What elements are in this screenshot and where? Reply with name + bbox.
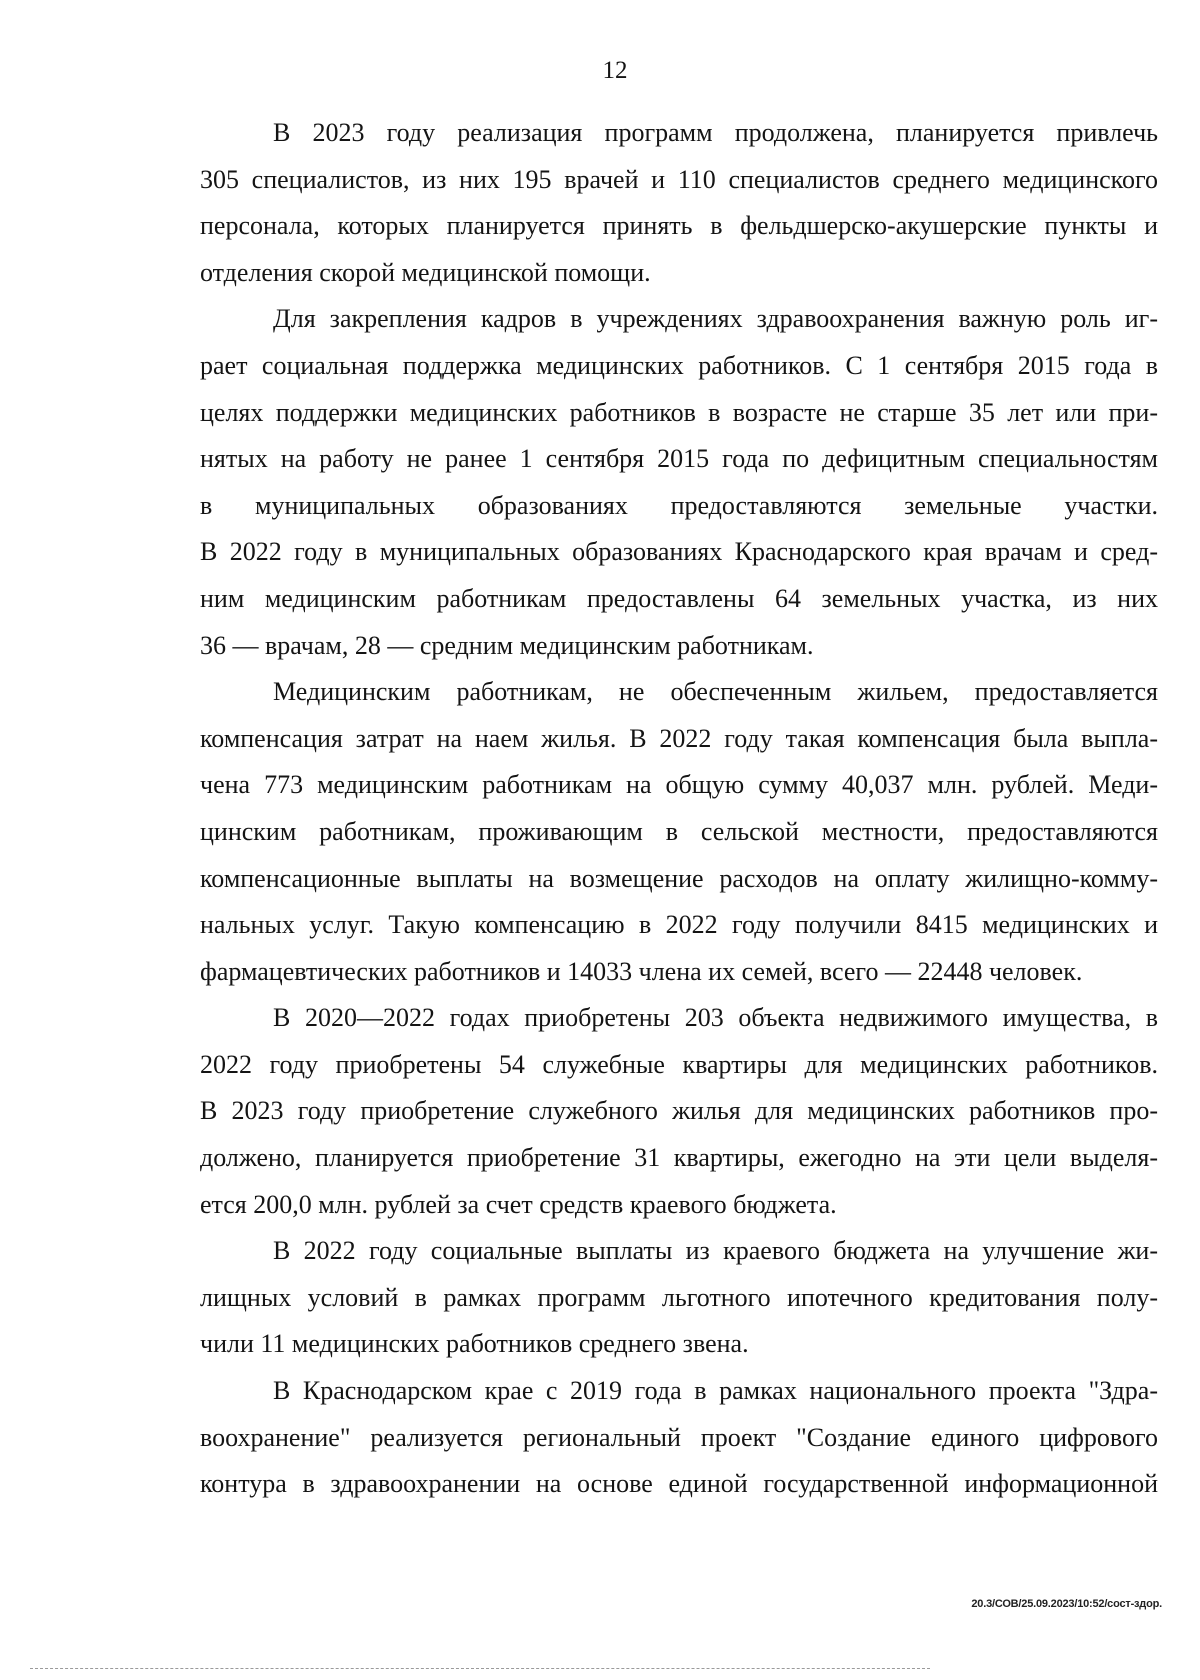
paragraph-line: ним медицинским работникам предоставлены 64 земельных участка, из них (200, 583, 1158, 613)
paragraph-line: 36 — врачам, 28 — средним медицинским работникам. (200, 630, 814, 660)
paragraph-line: чили 11 медицинских работников среднего звена. (200, 1329, 749, 1359)
page-number: 12 (602, 57, 628, 84)
paragraph-line: персонала, которых планируется принять в фельдшерско-акушерские пункты и (200, 211, 1158, 241)
paragraph-line: нятых на работу не ранее 1 сентября 2015 года по дефицитным специальностям (200, 444, 1158, 474)
paragraph-line: В 2022 году социальные выплаты из краевого бюджета на улучшение жи- (273, 1236, 1158, 1266)
scan-edge-line (30, 1668, 930, 1671)
paragraph-line: В Краснодарском крае с 2019 года в рамках национального проекта "Здра- (273, 1376, 1158, 1406)
paragraph-real-estate (200, 995, 1158, 1228)
paragraph-digital-contour (200, 1368, 1158, 1508)
paragraph-line: В 2022 году в муниципальных образованиях Краснодарского края врачам и сред- (200, 537, 1158, 567)
paragraph-line: 2022 году приобретены 54 служебные квартиры для медицинских работников. (200, 1049, 1158, 1079)
paragraph-line: 305 специалистов, из них 195 врачей и 110 специалистов среднего медицинского (200, 164, 1158, 194)
document-footer-code: 20.3/СОВ/25.09.2023/10:52/сост-здор. (971, 1598, 1162, 1610)
paragraph-line: контура в здравоохранении на основе единой государственной информационной (200, 1469, 1158, 1499)
paragraph-line: Медицинским работникам, не обеспеченным жильем, предоставляется (273, 677, 1158, 707)
paragraph-line: ется 200,0 млн. рублей за счет средств краевого бюджета. (200, 1189, 837, 1219)
paragraph-line: чена 773 медицинским работникам на общую сумму 40,037 млн. рублей. Меди- (200, 770, 1158, 800)
paragraph-line: рает социальная поддержка медицинских работников. С 1 сентября 2015 года в (200, 350, 1158, 380)
paragraph-line: отделения скорой медицинской помощи. (200, 257, 651, 287)
paragraph-line: должено, планируется приобретение 31 квартиры, ежегодно на эти цели выделя- (200, 1143, 1158, 1173)
paragraph-line: В 2023 году приобретение служебного жилья для медицинских работников про- (200, 1096, 1158, 1126)
paragraph-line: в муниципальных образованиях предоставляются земельные участки. (200, 490, 1158, 520)
paragraph-2023-programs (200, 110, 1158, 296)
paragraph-line: компенсационные выплаты на возмещение расходов на оплату жилищно-комму- (200, 863, 1158, 893)
paragraph-line: целях поддержки медицинских работников в возрасте не старше 35 лет или при- (200, 397, 1158, 427)
paragraph-line: В 2023 году реализация программ продолжена, планируется привлечь (273, 118, 1158, 147)
paragraph-line: цинским работникам, проживающим в сельской местности, предоставляются (200, 816, 1158, 846)
paragraph-line: Для закрепления кадров в учреждениях здравоохранения важную роль иг- (273, 304, 1158, 334)
paragraph-line: В 2020—2022 годах приобретены 203 объекта недвижимого имущества, в (273, 1003, 1158, 1033)
paragraph-line: лищных условий в рамках программ льготного ипотечного кредитования полу- (200, 1282, 1158, 1312)
paragraph-line: компенсация затрат на наем жилья. В 2022 году такая компенсация была выпла- (200, 723, 1158, 753)
paragraph-line: фармацевтических работников и 14033 члена их семей, всего — 22448 человек. (200, 956, 1083, 986)
paragraph-mortgage-payments (200, 1228, 1158, 1368)
paragraph-line: нальных услуг. Такую компенсацию в 2022 году получили 8415 медицинских и (200, 910, 1158, 940)
document-body (200, 110, 1158, 1508)
paragraph-land-plots (200, 296, 1158, 669)
paragraph-housing-compensation (200, 669, 1158, 995)
paragraph-line: воохранение" реализуется региональный проект "Создание единого цифрового (200, 1422, 1158, 1452)
